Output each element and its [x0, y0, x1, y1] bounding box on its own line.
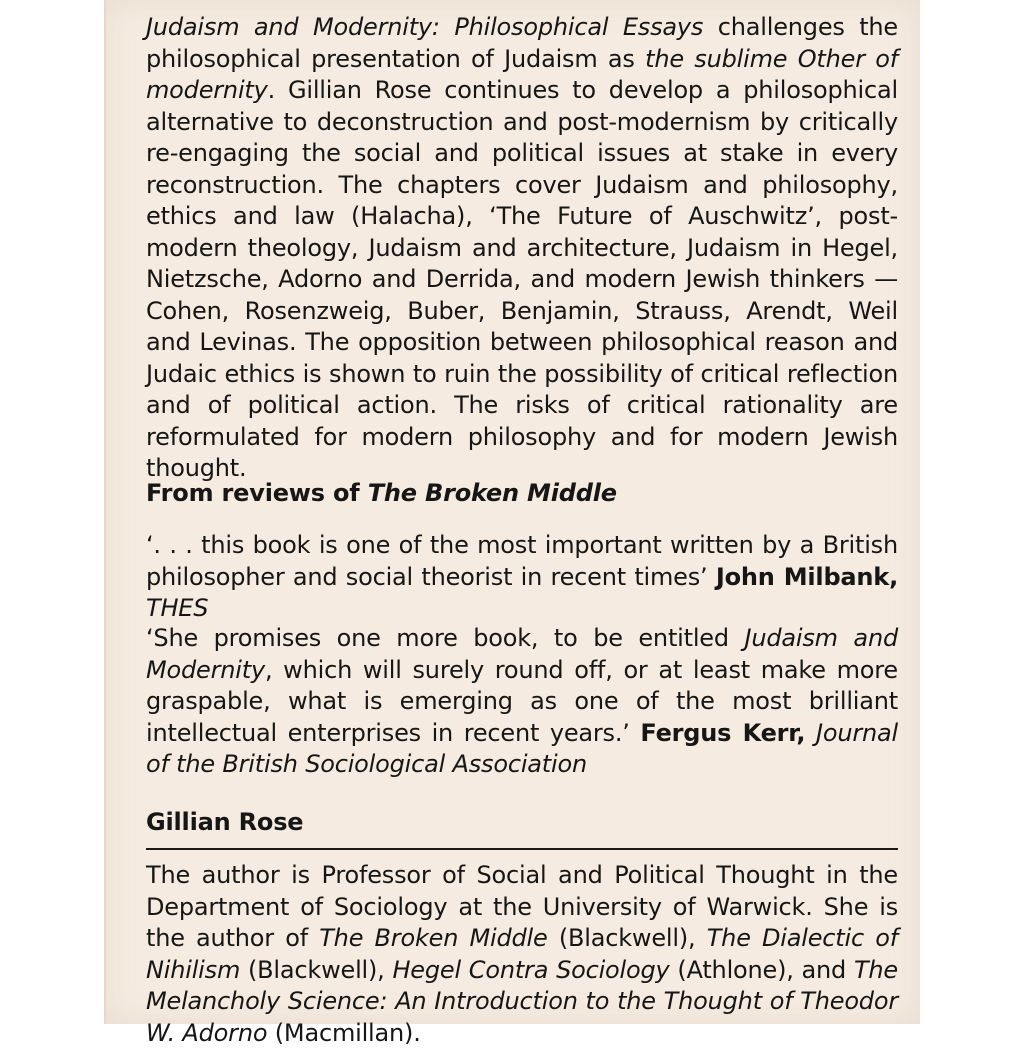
- reviews-heading-prefix: From reviews of: [146, 479, 368, 507]
- book-title: Judaism and Modernity: Philosophical Essays: [146, 13, 704, 41]
- bio-text-5: (Macmillan).: [267, 1018, 421, 1047]
- quote-2-author: Fergus Kerr,: [640, 718, 806, 747]
- bio-book-4: The Melancholy Science: An Introduction to the Thought of Theodor W. Adorno: [146, 955, 898, 1047]
- bio-text-1: The author is Professor of Social and Political Thought in the Department of Sociology at the University of Warwick. She is the author of: [146, 861, 898, 952]
- author-bio: [146, 860, 898, 1049]
- description-paragraph: [146, 12, 898, 482]
- author-heading: Gillian Rose: [146, 808, 304, 836]
- bio-text-4: (Athlone), and: [669, 955, 854, 984]
- cover-edge: [104, 0, 106, 1024]
- quote-2-text-1: ‘She promises one more book, to be entitled: [146, 624, 745, 652]
- divider-rule: [146, 848, 898, 850]
- quote-2-text-2: , which will surely round off, or at least make more graspable, what is emerging as one of the most brilliant intellectual enterprises in recent years.’: [146, 655, 898, 747]
- quote-1-author: John Milbank,: [715, 562, 898, 591]
- quote-2-source: Journal of the British Sociological Association: [146, 718, 898, 778]
- cover-text: [146, 12, 898, 1047]
- review-quote-2: [146, 623, 898, 781]
- bio-book-1: The Broken Middle: [319, 924, 548, 952]
- bio-text-3: (Blackwell),: [240, 955, 393, 984]
- description-italic: the sublime Other of modernity: [146, 44, 898, 104]
- reviews-heading-title: The Broken Middle: [367, 479, 617, 507]
- description-text-1: challenges the philosophical presentation of Judaism as: [146, 13, 898, 73]
- quote-1-source: THES: [146, 594, 209, 622]
- review-quote-1: [146, 530, 898, 625]
- bio-book-3: Hegel Contra Sociology: [392, 955, 670, 984]
- bio-text-2: (Blackwell),: [547, 924, 707, 952]
- description-text-2: . Gillian Rose continues to develop a philosophical alternative to deconstruction and post-modernism by critically re-engaging the social and political issues at stake in every reconstruction. The chapters cover Judaism and philosophy, ethics and law (Halacha), ‘The Future of Auschwitz’, post-modern theology, Judaism and architecture, Judaism in Hegel, Nietzsche, Adorno and Derrida, and modern Jewish thinkers — Cohen, Rosenzweig, Buber, Benjamin, Strauss, Arendt, Weil and Levinas. The opposition between philosophical reason and Judaic ethics is shown to ruin the possibility of critical reflection and of political action. The risks of critical rationality are reformulated for modern philosophy and for modern Jewish thought.: [146, 76, 898, 482]
- quote-1-text: ‘. . . this book is one of the most important written by a British philosopher and social theorist in recent times’: [146, 531, 898, 591]
- quote-2-italic: Judaism and Modernity: [146, 624, 898, 684]
- reviews-heading: [146, 478, 617, 510]
- bio-book-2: The Dialectic of Nihilism: [146, 924, 898, 984]
